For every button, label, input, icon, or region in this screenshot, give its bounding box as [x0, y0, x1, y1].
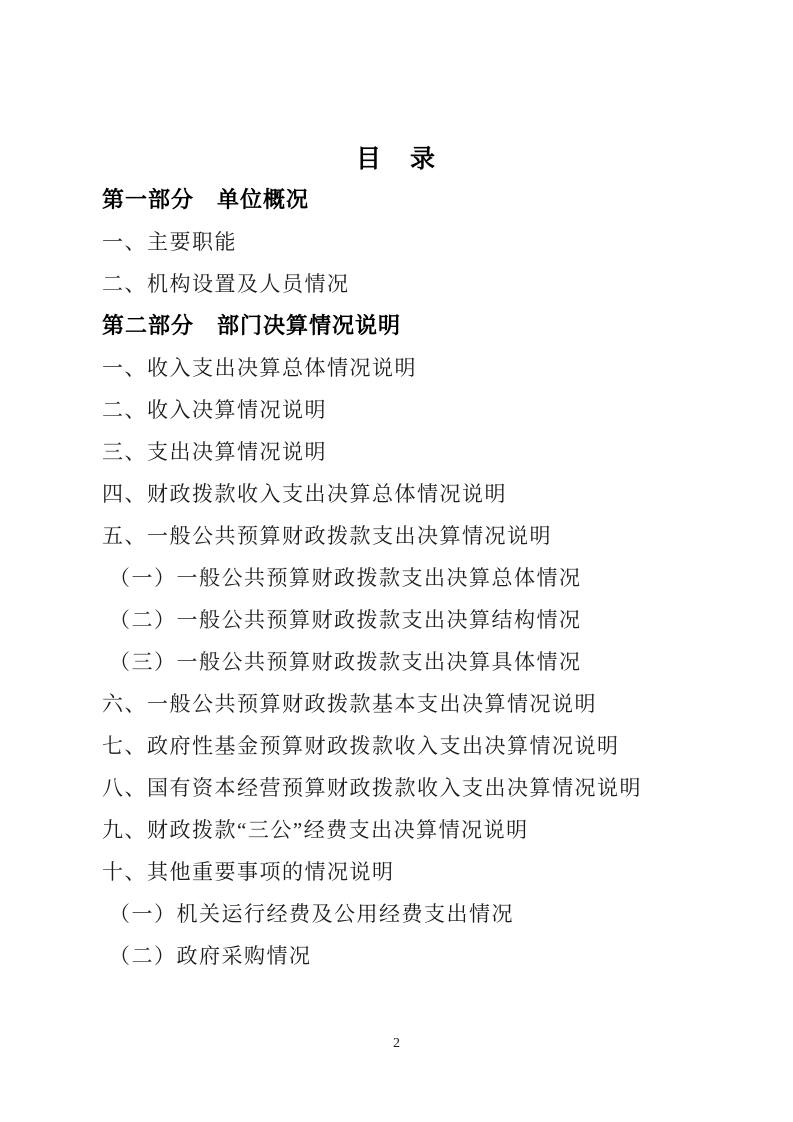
toc-entry: （一）机关运行经费及公用经费支出情况	[109, 902, 514, 926]
toc-entry: （一）一般公共预算财政拨款支出决算总体情况	[109, 566, 582, 590]
toc-entry: 九、财政拨款“三公”经费支出决算情况说明	[102, 818, 529, 842]
toc-section-heading: 第一部分 单位概况	[102, 187, 310, 212]
toc-entry: 三、支出决算情况说明	[102, 440, 327, 464]
toc-entry: （三）一般公共预算财政拨款支出决算具体情况	[109, 650, 582, 674]
toc-entry: 十、其他重要事项的情况说明	[102, 860, 395, 884]
toc-entry: 六、一般公共预算财政拨款基本支出决算情况说明	[102, 692, 597, 716]
toc-entry: 二、机构设置及人员情况	[102, 272, 350, 296]
page-number: 2	[393, 1036, 400, 1051]
toc-entry: 一、收入支出决算总体情况说明	[102, 356, 417, 380]
toc-entry: 八、国有资本经营预算财政拨款收入支出决算情况说明	[102, 776, 642, 800]
toc-entry: 一、主要职能	[102, 230, 237, 254]
toc-entry: 五、一般公共预算财政拨款支出决算情况说明	[102, 524, 552, 548]
page-footer	[0, 1034, 793, 1052]
toc-entry: 二、收入决算情况说明	[102, 398, 327, 422]
page-title: 目 录	[355, 146, 437, 173]
table-of-contents	[102, 179, 733, 977]
toc-entry: （二）政府采购情况	[109, 944, 312, 968]
toc-entry: （二）一般公共预算财政拨款支出决算结构情况	[109, 608, 582, 632]
toc-entry: 四、财政拨款收入支出决算总体情况说明	[102, 482, 507, 506]
toc-section-heading: 第二部分 部门决算情况说明	[102, 313, 402, 338]
toc-entry: 七、政府性基金预算财政拨款收入支出决算情况说明	[102, 734, 620, 758]
